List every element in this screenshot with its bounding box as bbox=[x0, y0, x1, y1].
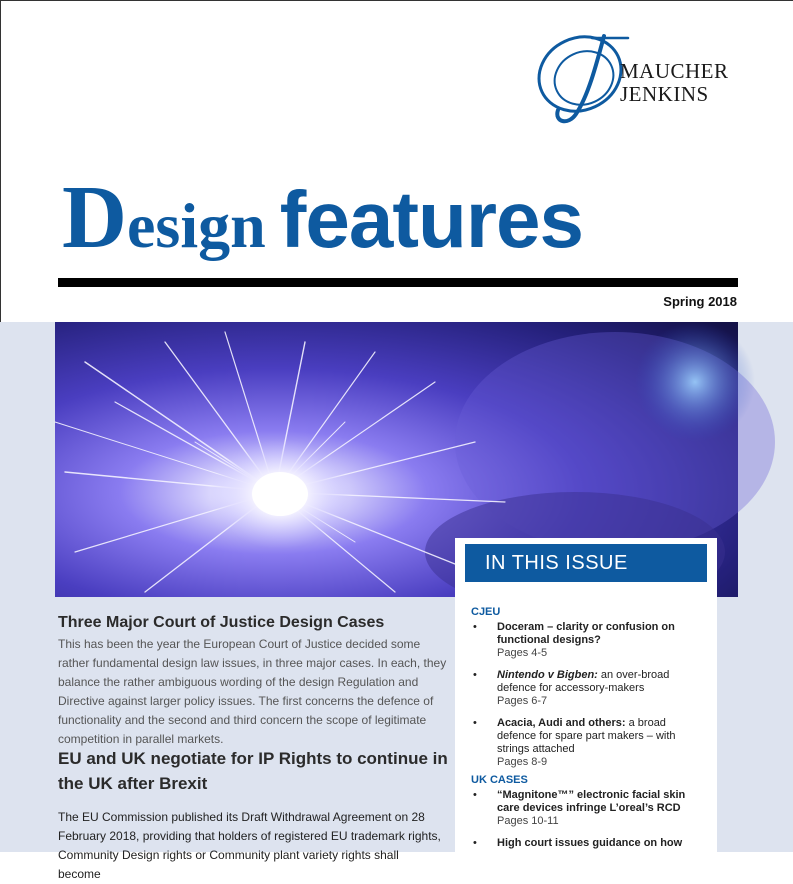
list-item[interactable] bbox=[471, 669, 701, 708]
article-1-body: This has been the year the European Court of Justice decided some rather fundamental design law issues, in three major cases. In each, they balance the rather ambiguous wording of the design Regulation and Directive against larger policy issues. The first concerns the defence of functionality and the second and third concern the scope of legitimate competition in parallel markets. bbox=[58, 637, 447, 746]
in-this-issue-heading: IN THIS ISSUE bbox=[465, 544, 707, 582]
item-rest: an over-broad defence for accessory-makers bbox=[497, 669, 670, 694]
masthead-rule bbox=[58, 278, 738, 287]
item-pages: Pages 6-7 bbox=[497, 695, 548, 707]
masthead-features: features bbox=[279, 175, 583, 264]
masthead-design-rest: esign bbox=[127, 190, 266, 261]
item-highlight: Doceram – clarity or confusion on functional designs? bbox=[497, 621, 675, 646]
section-uk-cases: UK CASES bbox=[471, 774, 528, 786]
masthead-title bbox=[62, 166, 583, 266]
issue-date: Spring 2018 bbox=[663, 294, 737, 309]
brand-line-1: MAUCHER bbox=[620, 59, 729, 83]
bullet: • bbox=[473, 669, 477, 681]
list-item[interactable] bbox=[471, 837, 701, 850]
list-item[interactable] bbox=[471, 621, 701, 660]
article-2-body: The EU Commission published its Draft Withdrawal Agreement on 28 February 2018, providing that holders of registered EU trademark rights, Community Design rights or Community plant variety rights shall become bbox=[58, 810, 441, 881]
article-1-title: Three Major Court of Justice Design Cases bbox=[58, 614, 385, 631]
in-this-issue-box bbox=[455, 538, 717, 868]
article-2-title: EU and UK negotiate for IP Rights to continue in the UK after Brexit bbox=[58, 749, 448, 793]
section-cjeu: CJEU bbox=[471, 606, 501, 618]
item-highlight: Nintendo v Bigben: bbox=[497, 669, 598, 681]
masthead-initial: D bbox=[62, 168, 127, 267]
page-border-top bbox=[0, 0, 793, 1]
list-item[interactable] bbox=[471, 789, 701, 828]
brand-line-2: JENKINS bbox=[620, 82, 709, 106]
item-highlight: Acacia, Audi and others: bbox=[497, 717, 626, 729]
item-rest: a broad defence for spare part makers – with strings attached bbox=[497, 717, 676, 755]
bullet: • bbox=[473, 789, 477, 801]
bullet: • bbox=[473, 837, 477, 849]
item-pages: Pages 10-11 bbox=[497, 815, 559, 827]
brand-name bbox=[620, 60, 729, 106]
item-pages: Pages 4-5 bbox=[497, 647, 548, 659]
in-this-issue-list bbox=[471, 606, 701, 859]
bullet: • bbox=[473, 717, 477, 729]
item-highlight: “Magnitone™” electronic facial skin care devices infringe L’oreal’s RCD bbox=[497, 789, 686, 814]
list-item[interactable] bbox=[471, 717, 701, 769]
bullet: • bbox=[473, 621, 477, 633]
item-pages: Pages 8-9 bbox=[497, 756, 548, 768]
item-highlight: High court issues guidance on how bbox=[497, 837, 683, 849]
